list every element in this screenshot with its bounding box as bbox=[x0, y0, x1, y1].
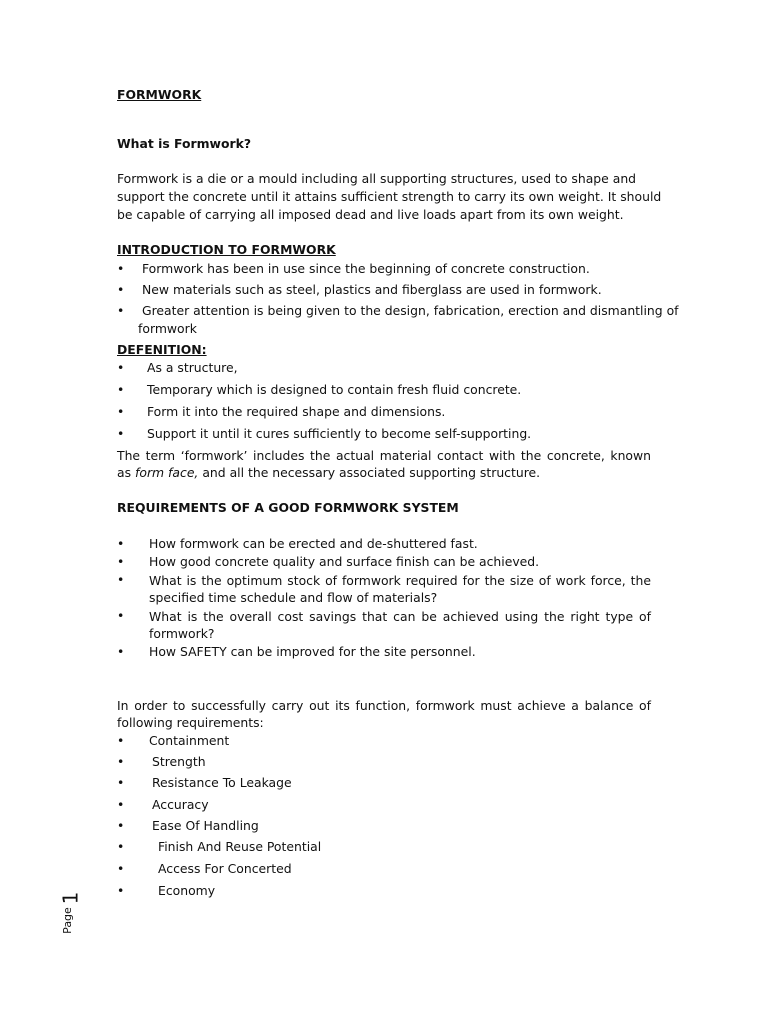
requirements-heading: REQUIREMENTS OF A GOOD FORMWORK SYSTEM bbox=[117, 500, 459, 515]
definition-line2-pre: as bbox=[117, 465, 135, 480]
balance-item-accuracy: Accuracy bbox=[152, 797, 209, 812]
definition-heading: DEFENITION: bbox=[117, 342, 207, 357]
bullet-dot: • bbox=[117, 644, 125, 659]
requirement-item-5: How SAFETY can be improved for the site personnel. bbox=[149, 644, 476, 659]
what-is-line-1: Formwork is a die or a mould including all supporting structures, used to shape and bbox=[117, 171, 637, 186]
bullet-dot: • bbox=[117, 775, 125, 790]
bullet-dot: • bbox=[117, 839, 125, 854]
intro-bullet-3-continued: formwork bbox=[138, 321, 197, 336]
bullet-dot: • bbox=[117, 572, 125, 587]
intro-bullet-1: Formwork has been in use since the beginning of concrete construction. bbox=[142, 261, 590, 276]
balance-item-containment: Containment bbox=[149, 733, 230, 748]
intro-bullet-2: New materials such as steel, plastics and fiberglass are used in formwork. bbox=[142, 282, 602, 297]
bullet-dot: • bbox=[117, 360, 125, 375]
bullet-dot: • bbox=[117, 883, 125, 898]
balance-paragraph-line-1: In order to successfully carry out its function, formwork must achieve a balance of bbox=[117, 698, 651, 713]
balance-item-strength: Strength bbox=[152, 754, 206, 769]
bullet-dot: • bbox=[117, 554, 125, 569]
bullet-dot: • bbox=[117, 861, 125, 876]
page-word: Page bbox=[60, 907, 74, 934]
bullet-dot: • bbox=[117, 426, 125, 441]
form-face-term: form face, bbox=[135, 465, 199, 480]
requirement-item-4-line-1: What is the overall cost savings that can be achieved using the right type of bbox=[149, 609, 651, 624]
bullet-dot: • bbox=[117, 733, 125, 748]
definition-bullet-2: Temporary which is designed to contain fresh fluid concrete. bbox=[147, 382, 522, 397]
bullet-dot: • bbox=[117, 382, 125, 397]
bullet-dot: • bbox=[117, 282, 125, 297]
intro-bullet-3: Greater attention is being given to the design, fabrication, erection and dismantling of bbox=[142, 303, 679, 318]
requirement-item-3-line-1: What is the optimum stock of formwork required for the size of work force, the bbox=[149, 573, 651, 588]
definition-bullet-4: Support it until it cures sufficiently to become self-supporting. bbox=[147, 426, 532, 441]
balance-item-economy: Economy bbox=[158, 883, 216, 898]
bullet-dot: • bbox=[117, 797, 125, 812]
what-is-line-2: support the concrete until it attains sufficient strength to carry its own weight. It should bbox=[117, 189, 662, 204]
what-is-heading: What is Formwork? bbox=[117, 136, 252, 151]
bullet-dot: • bbox=[117, 261, 125, 276]
balance-item-access: Access For Concerted bbox=[158, 861, 292, 876]
introduction-heading: INTRODUCTION TO FORMWORK bbox=[117, 242, 336, 257]
requirement-item-1: How formwork can be erected and de-shuttered fast. bbox=[149, 536, 478, 551]
page-number: 1 bbox=[58, 891, 83, 905]
balance-paragraph-line-2: following requirements: bbox=[117, 715, 264, 730]
bullet-dot: • bbox=[117, 608, 125, 623]
definition-paragraph-line-1: The term ‘formwork’ includes the actual material contact with the concrete, known bbox=[117, 448, 651, 463]
requirement-item-4-line-2: formwork? bbox=[149, 626, 215, 641]
balance-item-resistance: Resistance To Leakage bbox=[152, 775, 292, 790]
bullet-dot: • bbox=[117, 818, 125, 833]
bullet-dot: • bbox=[117, 404, 125, 419]
requirement-item-3-line-2: specified time schedule and flow of materials? bbox=[149, 590, 438, 605]
bullet-dot: • bbox=[117, 303, 125, 318]
balance-item-handling: Ease Of Handling bbox=[152, 818, 259, 833]
definition-paragraph-line-2 bbox=[117, 465, 540, 480]
bullet-dot: • bbox=[117, 754, 125, 769]
definition-line2-post: and all the necessary associated supporting structure. bbox=[198, 465, 541, 480]
definition-bullet-1: As a structure, bbox=[147, 360, 238, 375]
requirement-item-2: How good concrete quality and surface finish can be achieved. bbox=[149, 554, 540, 569]
what-is-line-3: be capable of carrying all imposed dead and live loads apart from its own weight. bbox=[117, 207, 624, 222]
page-number-marker bbox=[60, 890, 100, 940]
definition-bullet-3: Form it into the required shape and dimensions. bbox=[147, 404, 446, 419]
balance-item-finish: Finish And Reuse Potential bbox=[158, 839, 322, 854]
document-title: FORMWORK bbox=[117, 87, 202, 102]
bullet-dot: • bbox=[117, 536, 125, 551]
